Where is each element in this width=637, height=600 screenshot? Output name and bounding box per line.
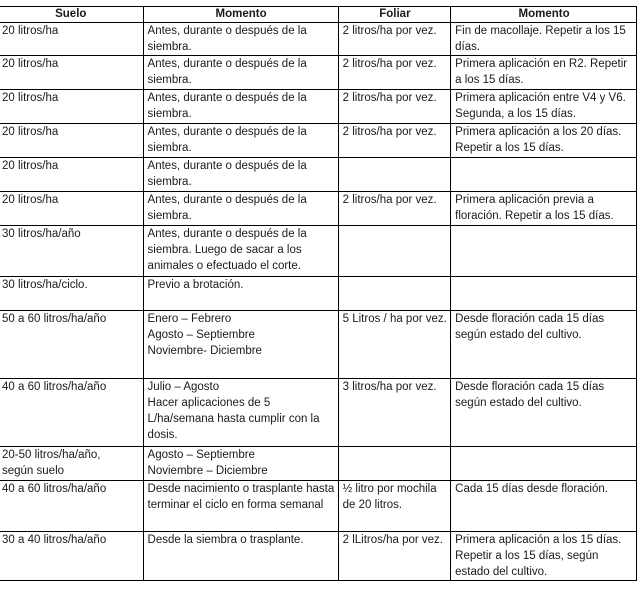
cell-foliar: 2 litros/ha por vez. [338, 192, 451, 226]
cell-momento: Antes, durante o después de la siembra. [143, 56, 338, 90]
cell-foliar: 2 litros/ha por vez. [338, 23, 451, 56]
cell-foliar: 2 litros/ha por vez. [338, 90, 451, 124]
cell-suelo: 40 a 60 litros/ha/año [0, 379, 143, 447]
header-suelo: Suelo [0, 7, 143, 23]
dosage-table [0, 6, 637, 581]
cell-suelo: 30 a 40 litros/ha/año [0, 532, 143, 581]
cell-suelo: 20 litros/ha [0, 124, 143, 158]
cell-suelo: 50 a 60 litros/ha/año [0, 311, 143, 379]
cell-momento: Antes, durante o después de la siembra. [143, 158, 338, 192]
table-row [0, 192, 637, 226]
table-row [0, 56, 637, 90]
cell-suelo: 20 litros/ha [0, 90, 143, 124]
cell-momento: Previo a brotación. [143, 277, 338, 311]
cell-momento-foliar: Desde floración cada 15 días según estado del cultivo. [451, 379, 637, 447]
cell-momento: Julio – Agosto Hacer aplicaciones de 5 L/ha/semana hasta cumplir con la dosis. [143, 379, 338, 447]
cell-momento: Antes, durante o después de la siembra. [143, 90, 338, 124]
cell-momento-foliar [451, 277, 637, 311]
cell-suelo: 20 litros/ha [0, 56, 143, 90]
header-momento-foliar: Momento [451, 7, 637, 23]
cell-foliar: 2 litros/ha por vez. [338, 124, 451, 158]
cell-momento-foliar: Primera aplicación entre V4 y V6. Segunda, a los 15 días. [451, 90, 637, 124]
table-row [0, 23, 637, 56]
table-row [0, 124, 637, 158]
cell-momento: Desde la siembra o trasplante. [143, 532, 338, 581]
cell-momento: Antes, durante o después de la siembra. [143, 23, 338, 56]
cell-foliar: 3 litros/ha por vez. [338, 379, 451, 447]
cell-foliar [338, 158, 451, 192]
table-row [0, 532, 637, 581]
table-row [0, 226, 637, 277]
cell-momento: Desde nacimiento o trasplante hasta terminar el ciclo en forma semanal [143, 481, 338, 532]
table-row [0, 277, 637, 311]
cell-foliar: ½ litro por mochila de 20 litros. [338, 481, 451, 532]
cell-foliar [338, 447, 451, 481]
cell-momento-foliar [451, 447, 637, 481]
cell-momento: Agosto – Septiembre Noviembre – Diciembre [143, 447, 338, 481]
cell-foliar [338, 226, 451, 277]
cell-momento-foliar: Primera aplicación a los 20 días. Repetir a los 15 días. [451, 124, 637, 158]
table-row [0, 158, 637, 192]
table-row [0, 379, 637, 447]
cell-momento-foliar [451, 158, 637, 192]
cell-momento-foliar: Primera aplicación previa a floración. Repetir a los 15 días. [451, 192, 637, 226]
header-row [0, 7, 637, 23]
cell-momento: Enero – Febrero Agosto – Septiembre Noviembre- Diciembre [143, 311, 338, 379]
cell-suelo: 20-50 litros/ha/año, según suelo [0, 447, 143, 481]
cell-foliar: 5 Litros / ha por vez. [338, 311, 451, 379]
cell-momento-foliar: Primera aplicación a los 15 días. Repetir a los 15 días, según estado del cultivo. [451, 532, 637, 581]
table-row [0, 311, 637, 379]
cell-momento-foliar: Fin de macollaje. Repetir a los 15 días. [451, 23, 637, 56]
cell-suelo: 20 litros/ha [0, 23, 143, 56]
cell-suelo: 40 a 60 litros/ha/año [0, 481, 143, 532]
cell-suelo: 30 litros/ha/año [0, 226, 143, 277]
cell-momento: Antes, durante o después de la siembra. [143, 124, 338, 158]
cell-suelo: 30 litros/ha/ciclo. [0, 277, 143, 311]
cell-momento-foliar: Primera aplicación en R2. Repetir a los 15 días. [451, 56, 637, 90]
header-foliar: Foliar [338, 7, 451, 23]
cell-momento: Antes, durante o después de la siembra. [143, 192, 338, 226]
table-row [0, 90, 637, 124]
table-row [0, 481, 637, 532]
cell-foliar: 2 litros/ha por vez. [338, 56, 451, 90]
table-row [0, 447, 637, 481]
cell-suelo: 20 litros/ha [0, 158, 143, 192]
cell-momento: Antes, durante o después de la siembra. Luego de sacar a los animales o efectuado el corte. [143, 226, 338, 277]
header-momento: Momento [143, 7, 338, 23]
cell-momento-foliar [451, 226, 637, 277]
cell-foliar [338, 277, 451, 311]
cell-suelo: 20 litros/ha [0, 192, 143, 226]
cell-momento-foliar: Desde floración cada 15 días según estado del cultivo. [451, 311, 637, 379]
cell-foliar: 2 lLitros/ha por vez. [338, 532, 451, 581]
cell-momento-foliar: Cada 15 días desde floración. [451, 481, 637, 532]
